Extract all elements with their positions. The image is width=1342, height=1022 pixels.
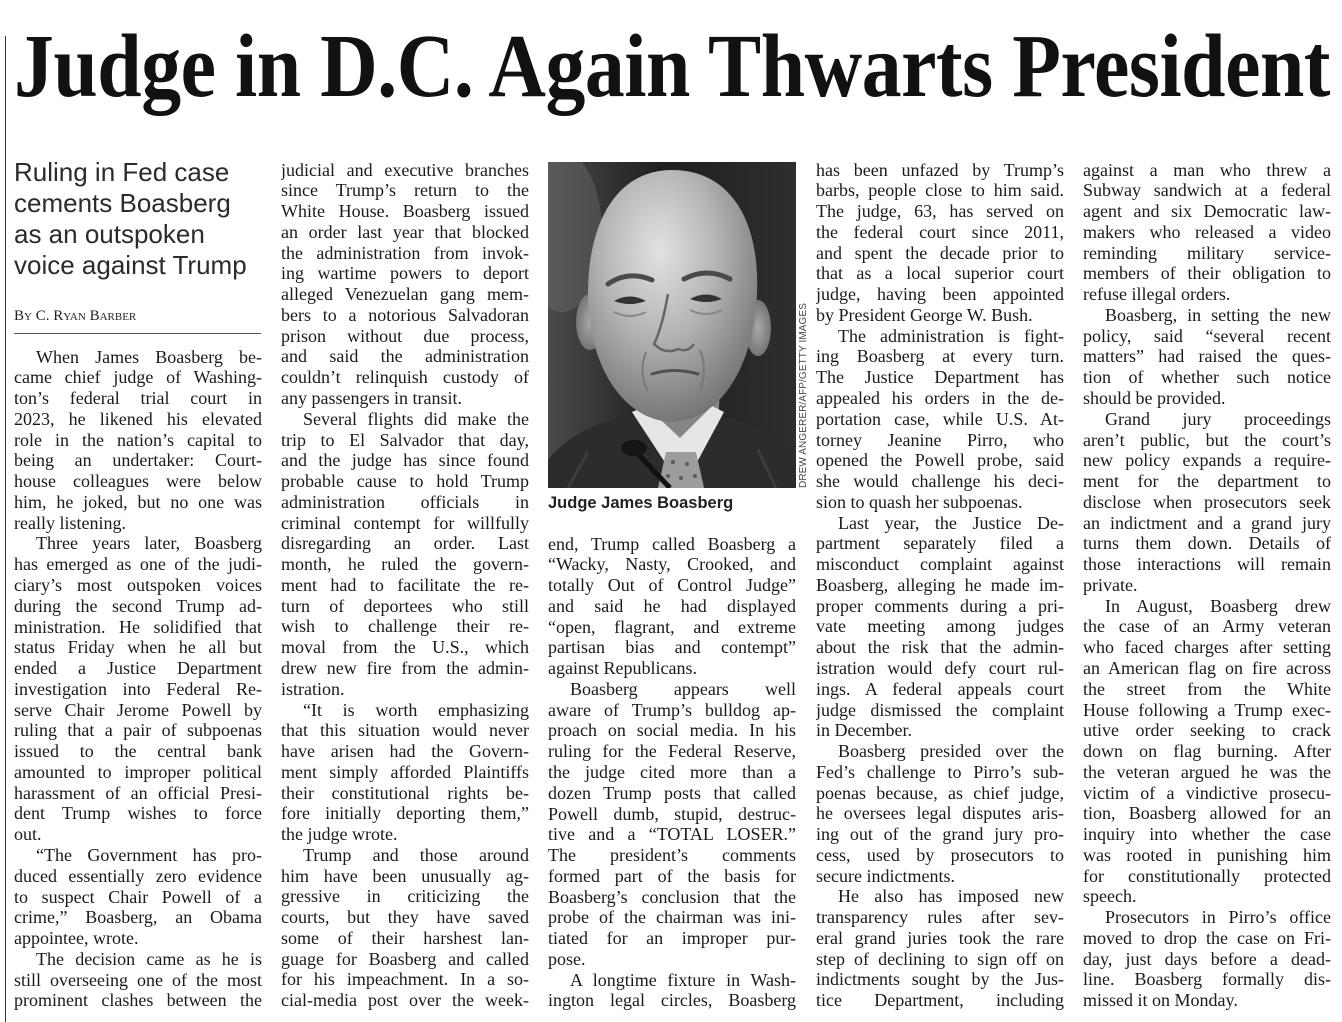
text-line: indictments sought by the Jus- <box>816 969 1064 990</box>
paragraph <box>1083 907 1331 1011</box>
text-line: an order last year that blocked <box>281 221 529 242</box>
paragraph <box>1083 409 1331 596</box>
deck-line: Ruling in Fed case <box>14 157 230 187</box>
text-line: prominent clashes between the <box>14 990 262 1011</box>
deck-line: as an outspoken <box>14 219 205 249</box>
text-line: When James Boasberg be- <box>36 346 262 367</box>
text-line: bers to a notorious Salvadoran <box>281 304 529 325</box>
text-line: that this situation would never <box>281 720 529 741</box>
text-line: probe of the chairman was ini- <box>548 907 796 928</box>
text-line: torney Jeanine Pirro, who <box>816 429 1064 450</box>
text-line: since Trump’s return to the <box>281 180 529 201</box>
text-line: judicial and executive branches <box>281 159 529 180</box>
text-line: administration officials in <box>281 491 529 512</box>
text-line: came chief judge of Washing- <box>14 367 262 388</box>
text-line: dozen Trump posts that called <box>548 782 796 803</box>
text-line: ruling that a pair of subpoenas <box>14 720 262 741</box>
text-line: ing wartime powers to deport <box>281 263 529 284</box>
text-line: for constitutionally protected <box>1083 865 1331 886</box>
text-line: that as a local superior court <box>816 263 1064 284</box>
text-line: guage for Boasberg and called <box>281 948 529 969</box>
text-line: him have been unusually ag- <box>281 865 529 886</box>
text-line: tion of whether such notice <box>1083 367 1331 388</box>
text-line: any passengers in transit. <box>281 388 462 409</box>
paragraph <box>548 534 796 679</box>
text-line: an American flag on fire across <box>1083 657 1331 678</box>
text-line: ing out of the grand jury pro- <box>816 824 1064 845</box>
text-line: the administration from invok- <box>281 242 529 263</box>
microphone-icon <box>621 440 647 456</box>
text-line: line. Boasberg formally dis- <box>1083 969 1331 990</box>
text-line: trip to El Salvador that day, <box>281 429 529 450</box>
article-column-2 <box>281 160 529 1011</box>
text-line: Several flights did make the <box>303 408 529 429</box>
text-line: still overseeing one of the most <box>14 969 262 990</box>
text-line: “Wacky, Nasty, Crooked, and <box>548 554 796 575</box>
text-line: turns them down. Details of <box>1083 533 1331 554</box>
paragraph <box>816 886 1064 1011</box>
deck-line: voice against Trump <box>14 250 247 280</box>
text-line: should be provided. <box>1083 388 1226 409</box>
text-line: “The Government has pro- <box>36 844 262 865</box>
text-line: private. <box>1083 574 1138 595</box>
text-line: Boasberg, in setting the new <box>1105 304 1331 325</box>
text-line: transparency rules after sev- <box>816 907 1064 928</box>
text-line: and said the administration <box>281 346 529 367</box>
text-line: for his impeachment. In a so- <box>281 969 529 990</box>
text-line: Boasberg’s conclusion that the <box>548 886 796 907</box>
text-line: issued to the central bank <box>14 741 262 762</box>
text-line: the judge cited more than a <box>548 762 796 783</box>
text-line: house colleagues were below <box>14 471 262 492</box>
text-line: The decision came as he is <box>36 948 262 969</box>
text-line: “It is worth emphasizing <box>303 699 529 720</box>
text-line: cess, used by prosecutors to <box>816 844 1064 865</box>
text-line: the street from the White <box>1083 678 1331 699</box>
text-line: their constitutional rights be- <box>281 782 529 803</box>
article-column-5 <box>1083 160 1331 1011</box>
text-line: harassment of an official Presi- <box>14 782 262 803</box>
text-line: prison without due process, <box>281 325 529 346</box>
text-line: ruling for the Federal Reserve, <box>548 741 796 762</box>
text-line: month, he ruled the govern- <box>281 554 529 575</box>
text-line: end, Trump called Boasberg a <box>548 533 796 554</box>
text-line: eral grand juries took the rare <box>816 927 1064 948</box>
text-line: disclose when prosecutors seek <box>1083 491 1331 512</box>
text-line: appointee, wrote. <box>14 928 139 949</box>
text-line: role in the nation’s capital to <box>14 429 262 450</box>
text-line: ington legal circles, Boasberg <box>548 990 796 1011</box>
text-line: sion to quash her subpoenas. <box>816 491 1023 512</box>
text-line: Boasberg presided over the <box>838 741 1064 762</box>
text-line: appealed his orders in the de- <box>816 388 1064 409</box>
text-line: A longtime fixture in Wash- <box>570 969 796 990</box>
text-line: ment for the department to <box>1083 471 1331 492</box>
text-line: an indictment and a grand jury <box>1083 512 1331 533</box>
text-line: Fed’s challenge to Pirro’s sub- <box>816 761 1064 782</box>
paragraph <box>281 700 529 845</box>
paragraph <box>1083 596 1331 907</box>
text-line: out. <box>14 824 42 845</box>
text-line: misconduct complaint against <box>816 554 1064 575</box>
paragraph <box>816 326 1064 513</box>
text-line: matters” had raised the ques- <box>1083 346 1331 367</box>
text-line: down on flag burning. After <box>1083 741 1331 762</box>
text-line: istration would defy court rul- <box>816 657 1064 678</box>
text-line: White House. Boasberg issued <box>281 201 529 222</box>
text-line: couldn’t relinquish custody of <box>281 367 529 388</box>
text-line: tice Department, including <box>816 990 1064 1011</box>
text-line: status Friday when he all but <box>14 637 262 658</box>
text-line: disregarding an order. Last <box>281 533 529 554</box>
text-line: has emerged as one of the judi- <box>14 554 262 575</box>
text-line: The Justice Department has <box>816 367 1064 388</box>
paragraph <box>14 845 262 949</box>
text-line: step of declining to sign off on <box>816 948 1064 969</box>
article-column-4 <box>816 160 1064 1011</box>
text-line: totally Out of Control Judge” <box>548 575 796 596</box>
text-line: Boasberg, alleging he made im- <box>816 574 1064 595</box>
text-line: alleged Venezuelan gang mem- <box>281 284 529 305</box>
text-line: probable cause to hold Trump <box>281 471 529 492</box>
text-line: partment separately filed a <box>816 533 1064 554</box>
text-line: victim of a vindictive prosecu- <box>1083 782 1331 803</box>
paragraph <box>14 533 262 844</box>
paragraph <box>14 949 262 1011</box>
text-line: those interactions will remain <box>1083 554 1331 575</box>
text-line: who faced charges after setting <box>1083 637 1331 658</box>
text-line: dent Trump wishes to force <box>14 803 262 824</box>
text-line: Subway sandwich at a federal <box>1083 180 1331 201</box>
text-line: the federal court since 2011, <box>816 221 1064 242</box>
paragraph <box>816 741 1064 886</box>
paragraph <box>548 970 796 1012</box>
text-line: duced essentially zero evidence <box>14 865 262 886</box>
text-line: tiated for an improper pur- <box>548 928 796 949</box>
text-line: amounted to improper political <box>14 761 262 782</box>
text-line: ended a Justice Department <box>14 658 262 679</box>
text-line: judge dismissed the complaint <box>816 699 1064 720</box>
text-line: Three years later, Boasberg <box>36 533 262 554</box>
deck-line: cements Boasberg <box>14 188 231 218</box>
text-line: investigation into Federal Re- <box>14 678 262 699</box>
text-line: fore initially deporting them,” <box>281 803 529 824</box>
text-line: The administration is fight- <box>838 325 1064 346</box>
text-line: refuse illegal orders. <box>1083 284 1231 305</box>
text-line: ciary’s most outspoken voices <box>14 575 262 596</box>
text-line: moved to drop the case on Fri- <box>1083 927 1331 948</box>
paragraph <box>816 513 1064 741</box>
text-line: The judge, 63, has served on <box>816 201 1064 222</box>
text-line: utive order seeking to crack <box>1083 720 1331 741</box>
text-line: criminal contempt for willfully <box>281 512 529 533</box>
article-column-1 <box>14 347 262 1012</box>
text-line: crime,” Boasberg, an Obama <box>14 907 262 928</box>
text-line: 2023, he likened his elevated <box>14 408 262 429</box>
text-line: being an undertaker: Court- <box>14 450 262 471</box>
paragraph <box>281 845 529 1011</box>
photo-judge-portrait <box>548 162 796 488</box>
text-line: ton’s federal trial court in <box>14 388 262 409</box>
text-line: wish to challenge their re- <box>281 616 529 637</box>
text-line: ings. A federal appeals court <box>816 678 1064 699</box>
paragraph <box>816 160 1064 326</box>
text-line: ministration. He solidified that <box>14 616 262 637</box>
text-line: pose. <box>548 948 586 969</box>
text-line: Trump and those around <box>303 844 529 865</box>
text-line: formed part of the basis for <box>548 865 796 886</box>
text-line: about the risk that the admin- <box>816 637 1064 658</box>
byline: By C. Ryan Barber <box>14 308 137 324</box>
text-line: He also has imposed new <box>838 886 1064 907</box>
text-line: day, just days before a dead- <box>1083 948 1331 969</box>
text-line: aware of Trump’s bulldog ap- <box>548 699 796 720</box>
text-line: speech. <box>1083 886 1137 907</box>
text-line: has been unfazed by Trump’s <box>816 159 1064 180</box>
text-line: makers who released a video <box>1083 221 1331 242</box>
text-line: turn of deportees who still <box>281 595 529 616</box>
text-line: new policy expands a require- <box>1083 450 1331 471</box>
portrait-illustration <box>548 162 796 488</box>
text-line: and said he had displayed <box>548 595 796 616</box>
text-line: tive and a “TOTAL LOSER.” <box>548 824 796 845</box>
text-line: was rooted in punishing him <box>1083 844 1331 865</box>
text-line: barbs, people close to him said. <box>816 180 1064 201</box>
text-line: vate meeting among judges <box>816 616 1064 637</box>
photo-caption: Judge James Boasberg <box>548 494 734 512</box>
paragraph <box>14 347 262 534</box>
paragraph <box>1083 160 1331 305</box>
text-line: against a man who threw a <box>1083 159 1331 180</box>
text-line: the case of an Army veteran <box>1083 616 1331 637</box>
text-line: Prosecutors in Pirro’s office <box>1105 907 1331 928</box>
text-line: the veteran argued he was the <box>1083 761 1331 782</box>
text-line: inquiry into whether the case <box>1083 824 1331 845</box>
text-line: she would challenge his deci- <box>816 471 1064 492</box>
text-line: istration. <box>281 678 345 699</box>
text-line: portation case, while U.S. At- <box>816 408 1064 429</box>
text-line: him, he joked, but no one was <box>14 491 262 512</box>
text-line: ing Boasberg at every turn. <box>816 346 1064 367</box>
text-line: drew new fire from the admin- <box>281 657 529 678</box>
paragraph <box>1083 305 1331 409</box>
text-line: partisan bias and contempt” <box>548 637 796 658</box>
text-line: proach on social media. In his <box>548 720 796 741</box>
text-line: reminding military service- <box>1083 242 1331 263</box>
page-left-rule <box>5 36 6 1022</box>
text-line: during the second Trump ad- <box>14 595 262 616</box>
text-line: agent and six Democratic law- <box>1083 201 1331 222</box>
text-line: policy, said “several recent <box>1083 325 1331 346</box>
text-line: cial-media post over the week- <box>281 990 529 1011</box>
text-line: secure indictments. <box>816 865 955 886</box>
text-line: serve Chair Jerome Powell by <box>14 699 262 720</box>
deck-subheadline <box>14 157 269 281</box>
text-line: gressive in criticizing the <box>281 886 529 907</box>
text-line: ment had to facilitate the re- <box>281 574 529 595</box>
text-line: the judge wrote. <box>281 824 398 845</box>
article-column-3 <box>548 534 796 1012</box>
photo-credit: DREW ANGERER/AFP/GETTY IMAGES <box>798 303 809 488</box>
text-line: The president’s comments <box>548 845 796 866</box>
text-line: Boasberg appears well <box>570 678 796 699</box>
text-line: have arisen had the Govern- <box>281 741 529 762</box>
text-line: Grand jury proceedings <box>1105 408 1331 429</box>
text-line: by President George W. Bush. <box>816 304 1033 325</box>
text-line: members of their obligation to <box>1083 263 1331 284</box>
paragraph <box>548 679 796 970</box>
text-line: to suspect Chair Powell of a <box>14 886 262 907</box>
text-line: tion, Boasberg allowed for an <box>1083 803 1331 824</box>
text-line: proper comments during a pri- <box>816 595 1064 616</box>
text-line: courts, but they have saved <box>281 907 529 928</box>
text-line: missed it on Monday. <box>1083 990 1238 1011</box>
text-line: opened the Powell probe, said <box>816 450 1064 471</box>
text-line: some of their harshest lan- <box>281 927 529 948</box>
text-line: moval from the U.S., which <box>281 637 529 658</box>
text-line: ment simply afforded Plaintiffs <box>281 761 529 782</box>
text-line: House following a Trump exec- <box>1083 699 1331 720</box>
text-line: in December. <box>816 720 912 741</box>
text-line: against Republicans. <box>548 658 697 679</box>
text-line: aren’t public, but the court’s <box>1083 429 1331 450</box>
byline-rule <box>14 333 261 334</box>
text-line: he oversees legal disputes aris- <box>816 803 1064 824</box>
paragraph <box>281 160 529 409</box>
text-line: judge, having been appointed <box>816 284 1064 305</box>
text-line: In August, Boasberg drew <box>1105 595 1331 616</box>
text-line: poenas because, as chief judge, <box>816 782 1064 803</box>
text-line: Powell dumb, stupid, destruc- <box>548 803 796 824</box>
paragraph <box>281 409 529 700</box>
text-line: “open, flagrant, and extreme <box>548 616 796 637</box>
text-line: really listening. <box>14 512 126 533</box>
headline: Judge in D.C. Again Thwarts President <box>14 17 1330 116</box>
text-line: Last year, the Justice De- <box>838 512 1064 533</box>
text-line: and spent the decade prior to <box>816 242 1064 263</box>
text-line: and the judge has since found <box>281 450 529 471</box>
